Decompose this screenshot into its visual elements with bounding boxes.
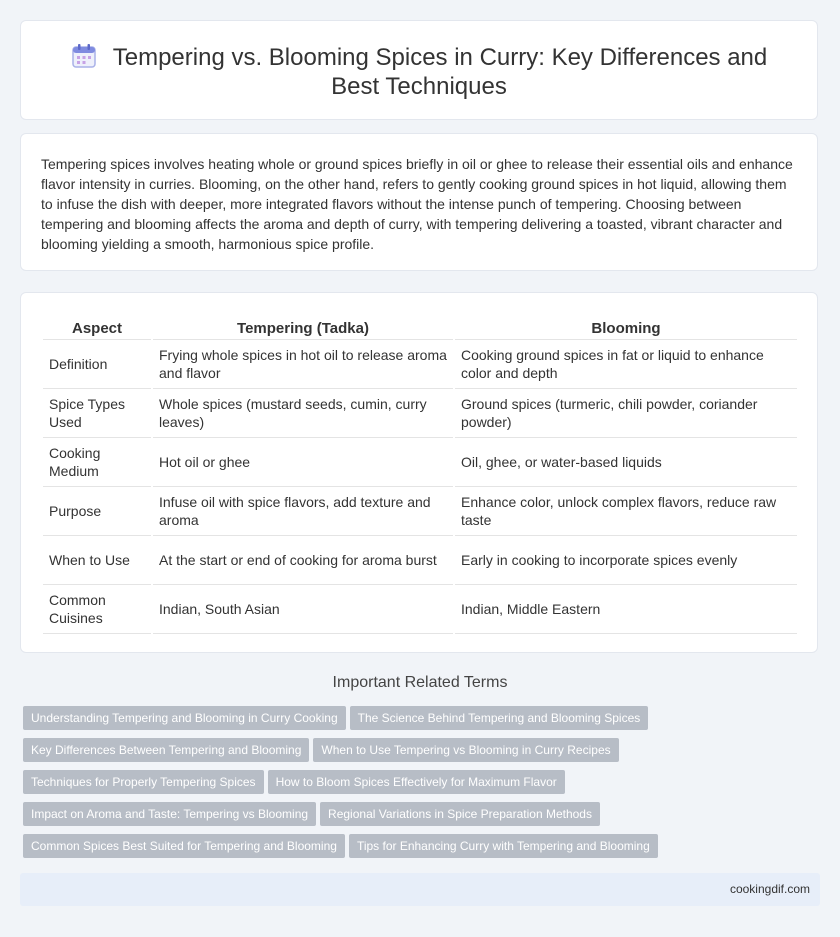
comparison-table (41, 317, 799, 634)
row-aspect: Spice Types Used (43, 389, 151, 438)
related-term-link[interactable]: Key Differences Between Tempering and Blooming (23, 738, 309, 762)
related-term-link[interactable]: Regional Variations in Spice Preparation Methods (320, 802, 600, 826)
table-row (43, 438, 797, 487)
calendar-icon (71, 43, 97, 69)
related-term-link[interactable]: Tips for Enhancing Curry with Tempering and Blooming (349, 834, 658, 858)
footer (20, 873, 820, 906)
site-name[interactable]: cookingdif.com (729, 882, 810, 896)
related-terms-list (23, 706, 823, 866)
related-terms-title: Important Related Terms (332, 674, 508, 691)
row-blooming: Cooking ground spices in fat or liquid to enhance color and depth (455, 340, 797, 389)
header-card (20, 20, 818, 120)
related-term-link[interactable]: Impact on Aroma and Taste: Tempering vs Blooming (23, 802, 316, 826)
related-term-link[interactable]: Common Spices Best Suited for Tempering and Blooming (23, 834, 345, 858)
row-tempering: At the start or end of cooking for aroma burst (153, 536, 453, 585)
page-title: Tempering vs. Blooming Spices in Curry: Key Differences and Best Techniques (112, 44, 768, 100)
row-aspect: Common Cuisines (43, 585, 151, 634)
row-aspect: When to Use (43, 536, 151, 585)
intro-card (20, 133, 818, 271)
tag-row (23, 706, 823, 738)
table-row (43, 389, 797, 438)
table-row (43, 340, 797, 389)
row-tempering: Whole spices (mustard seeds, cumin, curry leaves) (153, 389, 453, 438)
header-tempering: Tempering (Tadka) (153, 317, 453, 340)
related-term-link[interactable]: When to Use Tempering vs Blooming in Curry Recipes (313, 738, 618, 762)
row-blooming: Early in cooking to incorporate spices evenly (455, 536, 797, 585)
table-row (43, 536, 797, 585)
row-tempering: Indian, South Asian (153, 585, 453, 634)
table-header-row (43, 317, 797, 340)
related-term-link[interactable]: How to Bloom Spices Effectively for Maximum Flavor (268, 770, 565, 794)
row-tempering: Frying whole spices in hot oil to release aroma and flavor (153, 340, 453, 389)
row-blooming: Indian, Middle Eastern (455, 585, 797, 634)
row-blooming: Ground spices (turmeric, chili powder, coriander powder) (455, 389, 797, 438)
row-aspect: Purpose (43, 487, 151, 536)
intro-paragraph: Tempering spices involves heating whole or ground spices briefly in oil or ghee to release their essential oils and enhance flavor intensity in curries. Blooming, on the other hand, refers to gently cooking ground spices in hot liquid, allowing them to infuse the dish with deeper, more integrated flavors without the intense punch of tempering. Choosing between tempering and blooming affects the aroma and depth of curry, with tempering delivering a toasted, vibrant character and blooming yielding a smooth, harmonious spice profile. (41, 156, 793, 252)
tag-row (23, 770, 823, 802)
row-aspect: Cooking Medium (43, 438, 151, 487)
page-title-wrap (47, 43, 791, 101)
table-row (43, 487, 797, 536)
related-term-link[interactable]: The Science Behind Tempering and Blooming Spices (350, 706, 649, 730)
related-term-link[interactable]: Techniques for Properly Tempering Spices (23, 770, 264, 794)
header-blooming: Blooming (455, 317, 797, 340)
row-tempering: Infuse oil with spice flavors, add texture and aroma (153, 487, 453, 536)
tag-row (23, 834, 823, 866)
row-tempering: Hot oil or ghee (153, 438, 453, 487)
tag-row (23, 738, 823, 770)
tag-row (23, 802, 823, 834)
table-row (43, 585, 797, 634)
row-blooming: Oil, ghee, or water-based liquids (455, 438, 797, 487)
row-aspect: Definition (43, 340, 151, 389)
header-aspect: Aspect (43, 317, 151, 340)
row-blooming: Enhance color, unlock complex flavors, reduce raw taste (455, 487, 797, 536)
comparison-table-card (20, 292, 818, 653)
related-term-link[interactable]: Understanding Tempering and Blooming in Curry Cooking (23, 706, 346, 730)
